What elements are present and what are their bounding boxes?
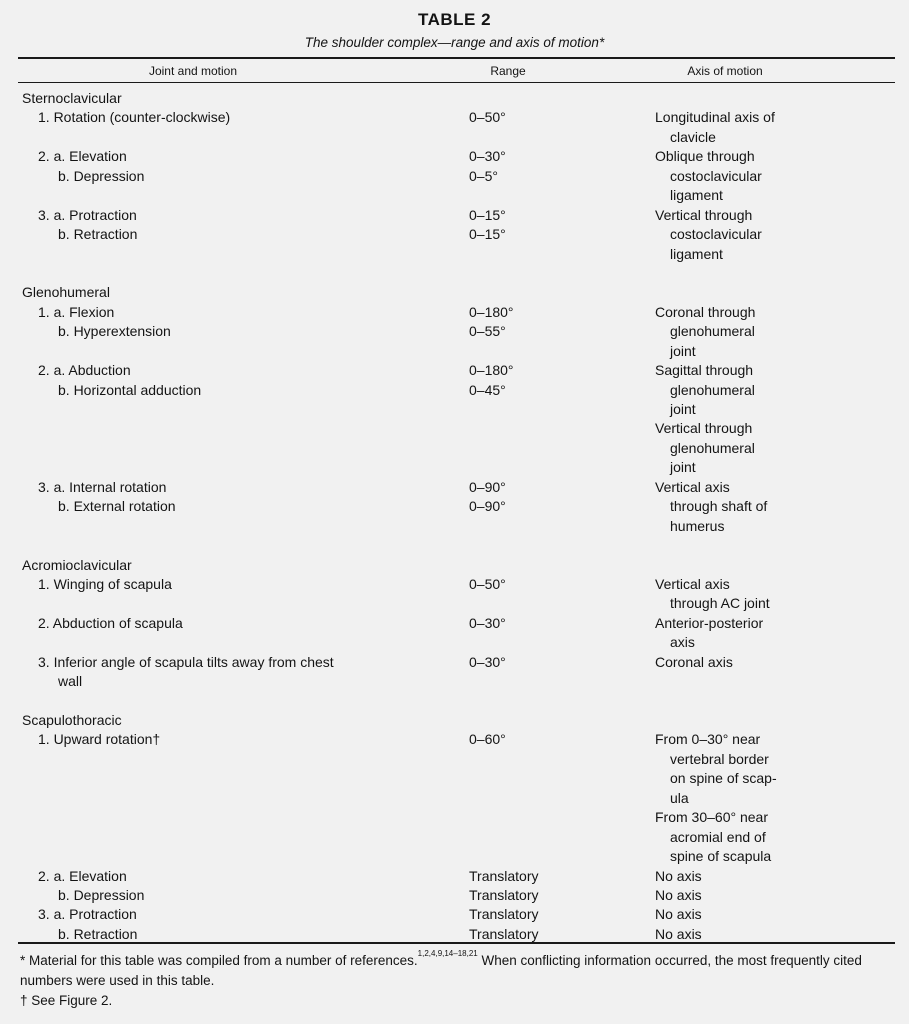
joint-motion-cell: 2. a. Elevation [38,148,127,165]
table-row [0,867,909,886]
table-row [0,789,909,808]
axis-cell: glenohumeral [670,439,755,456]
footnote-material [20,951,900,991]
table-row [0,225,909,244]
table-row [0,303,909,322]
joint-motion-cell: 1. Rotation (counter-clockwise) [38,109,231,126]
joint-motion-cell: b. Depression [58,886,145,903]
footnote-text: * Material for this table was compiled from a number of references. [20,953,418,968]
table-row [0,419,909,438]
table-row [0,633,909,652]
joint-motion-cell: 3. a. Protraction [38,206,137,223]
joint-motion-cell: b. Depression [58,167,145,184]
axis-cell: ligament [670,245,723,262]
axis-cell: No axis [655,886,702,903]
table-row [0,206,909,225]
table-row [0,128,909,147]
range-cell: 0–90° [469,478,506,495]
joint-motion-cell: b. Retraction [58,226,138,243]
axis-cell: Sagittal through [655,362,754,379]
axis-cell: joint [670,342,696,359]
joint-motion-cell: wall [58,673,83,690]
table-row [0,808,909,827]
table-body [0,89,909,944]
joint-motion-cell: b. External rotation [58,498,176,515]
table-row [0,245,909,264]
axis-cell: Vertical axis [655,478,730,495]
table-row [0,478,909,497]
table-row [0,147,909,166]
table-row [0,711,909,730]
axis-cell: No axis [655,925,702,942]
joint-motion-cell: 3. a. Protraction [38,906,137,923]
joint-motion-cell: 3. Inferior angle of scapula tilts away from chest [38,653,334,670]
range-cell: Translatory [469,906,539,923]
table-row [0,458,909,477]
axis-cell: through AC joint [670,595,770,612]
axis-cell: ligament [670,187,723,204]
table-row [0,361,909,380]
range-cell: 0–30° [469,614,506,631]
header-joint-and-motion: Joint and motion [148,64,238,78]
joint-motion-cell: 2. a. Abduction [38,362,131,379]
table-row [0,828,909,847]
axis-cell: costoclavicular [670,226,762,243]
axis-cell: glenohumeral [670,323,755,340]
axis-cell: No axis [655,906,702,923]
axis-cell: costoclavicular [670,167,762,184]
axis-cell: No axis [655,867,702,884]
bottom-rule [18,942,895,944]
axis-cell: ula [670,789,689,806]
range-cell: 0–60° [469,731,506,748]
joint-group-label: Glenohumeral [22,284,110,301]
axis-cell: joint [670,459,696,476]
axis-cell: vertebral border [670,750,769,767]
joint-group-label: Scapulothoracic [22,712,122,728]
axis-cell: humerus [670,517,725,534]
table-row [0,575,909,594]
range-cell: Translatory [469,886,539,903]
table-row [0,769,909,788]
joint-motion-cell: 1. Upward rotation† [38,731,161,748]
axis-cell: Vertical through [655,206,753,223]
axis-cell: Vertical axis [655,575,730,592]
range-cell: 0–180° [469,362,514,379]
table-row [0,264,909,283]
table-row [0,905,909,924]
table-row [0,497,909,516]
range-cell: 0–30° [469,653,506,670]
axis-cell: Coronal through [655,303,756,320]
table-row [0,594,909,613]
joint-motion-cell: b. Horizontal adduction [58,381,202,398]
table-row [0,653,909,672]
axis-cell: Vertical through [655,420,753,437]
table-row [0,847,909,866]
axis-cell: axis [670,634,695,651]
axis-cell: acromial end of [670,828,766,845]
table-row [0,381,909,400]
table-subtitle: The shoulder complex—range and axis of motion* [304,35,605,50]
axis-cell: From 0–30° near [655,731,761,748]
axis-cell: clavicle [670,128,716,145]
footnote-figure-ref: † See Figure 2. [20,993,113,1008]
table-row [0,186,909,205]
table-row [0,400,909,419]
axis-cell: joint [670,401,696,417]
range-cell: Translatory [469,867,539,884]
joint-group-label: Acromioclavicular [22,556,132,573]
joint-motion-cell: b. Hyperextension [58,323,171,340]
axis-cell: Coronal axis [655,653,733,670]
range-cell: 0–50° [469,109,506,126]
axis-cell: spine of scapula [670,848,772,865]
joint-motion-cell: 1. a. Flexion [38,303,115,320]
table-row [0,108,909,127]
table-row [0,730,909,749]
axis-cell: Oblique through [655,148,755,165]
top-rule [18,57,895,59]
joint-motion-cell: 2. Abduction of scapula [38,614,183,631]
header-rule [18,82,895,83]
joint-motion-cell: 1. Winging of scapula [38,575,172,592]
table-row [0,342,909,361]
range-cell: 0–5° [469,167,498,184]
table-row [0,283,909,302]
footnote-references: 1,2,4,9,14–18,21 [417,949,478,958]
joint-motion-cell: 3. a. Internal rotation [38,478,167,495]
table-row [0,692,909,711]
table-row [0,517,909,536]
range-cell: 0–50° [469,575,506,592]
footnote [20,951,900,1011]
table-row [0,167,909,186]
range-cell: 0–90° [469,498,506,515]
joint-motion-cell: 2. a. Elevation [38,867,127,884]
table-row [0,556,909,575]
joint-group-label: Sternoclavicular [22,90,122,106]
axis-cell: on spine of scap- [670,770,777,787]
table-row [0,536,909,555]
footnote-text-end: When conflicting information occurred, the most frequently cited numbers were used in this table. [20,953,862,988]
axis-cell: glenohumeral [670,381,755,398]
header-range: Range [490,64,526,78]
table-row [0,672,909,691]
range-cell: 0–15° [469,206,506,223]
table-row [0,614,909,633]
range-cell: 0–45° [469,381,506,398]
header-axis-of-motion: Axis of motion [687,64,763,78]
range-cell: 0–55° [469,323,506,340]
axis-cell: From 30–60° near [655,809,768,826]
table-row [0,886,909,905]
range-cell: 0–30° [469,148,506,165]
joint-motion-cell: b. Retraction [58,925,138,942]
table-row [0,322,909,341]
table-row [0,439,909,458]
table-title: TABLE 2 [417,10,492,29]
range-cell: 0–180° [469,303,514,320]
table-row [0,750,909,769]
range-cell: 0–15° [469,226,506,243]
range-cell: Translatory [469,925,539,942]
axis-cell: Anterior-posterior [655,614,764,631]
axis-cell: Longitudinal axis of [655,109,775,126]
axis-cell: through shaft of [670,498,768,515]
table-row [0,89,909,108]
